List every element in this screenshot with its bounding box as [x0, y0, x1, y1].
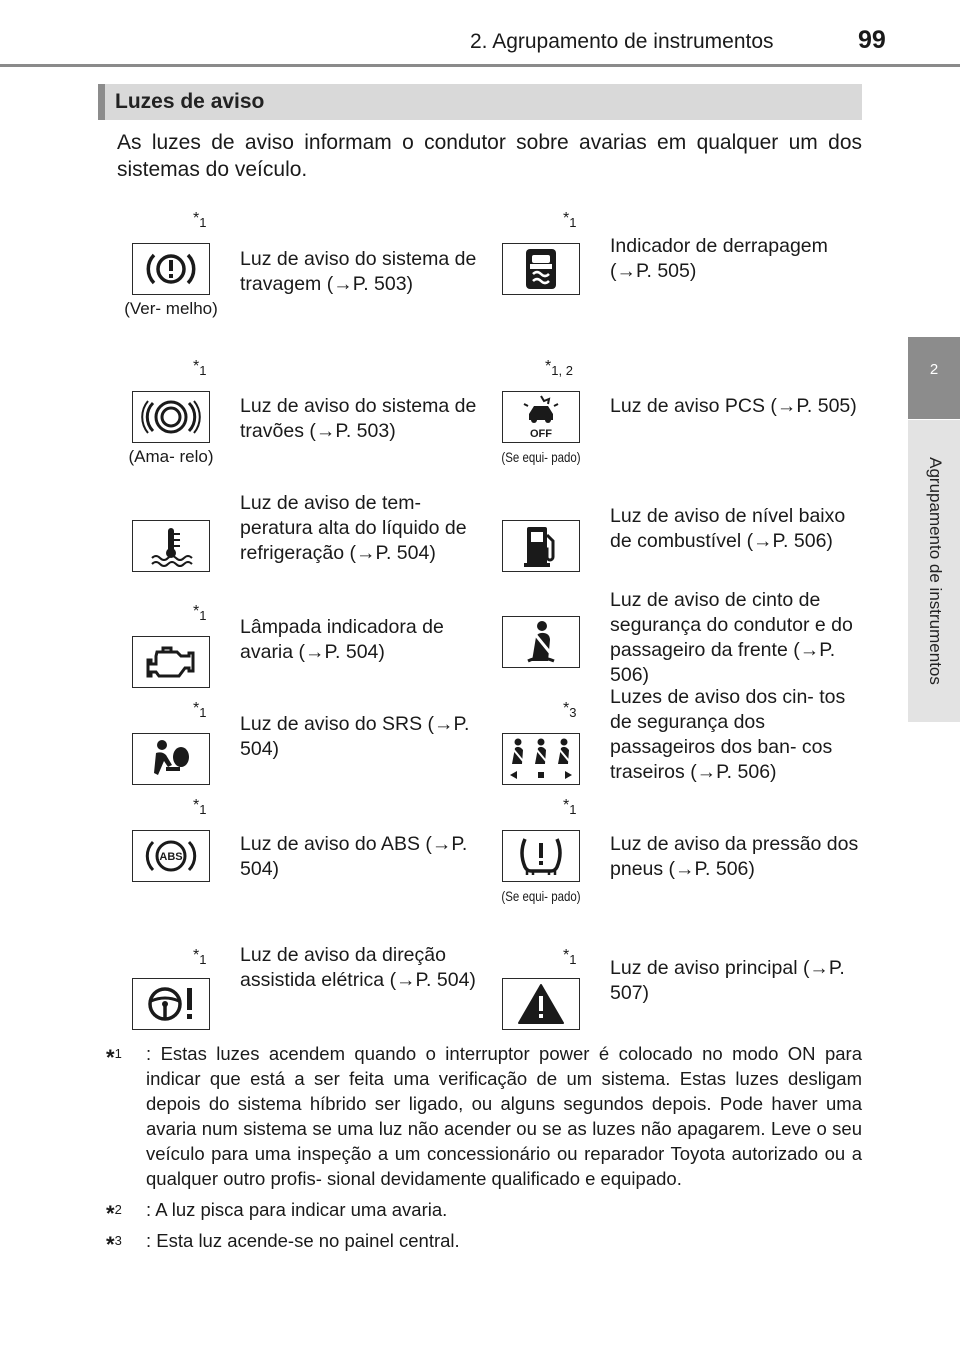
footnote-text: : Estas luzes acendem quando o interruptor power é colocado no modo ON para indicar que está a ser feita uma verificação de um sistema. Estas luzes desligam depois do sistema híbrido ser ligado, ou alguns segundos depois. Pode haver uma avaria num sistema se uma luz não acender ou se as luzes não apagarem. Leve o seu veículo para uma inspeção a um concessionário ou reparador Toyota autorizado ou a qualquer outro profis- sional devidamente qualificado e equipado.: [146, 1043, 862, 1189]
footnote: [106, 1228, 862, 1258]
master-warning-icon: [516, 982, 566, 1026]
light-description: Luz de aviso do sistema de travagem (→P. 503): [240, 248, 477, 295]
tire-pressure-light: [502, 830, 580, 882]
light-description: Luz de aviso principal (→P. 507): [610, 957, 845, 1004]
footnote-marker: *$^1$: [106, 1045, 122, 1071]
light-note: (Ver- melho): [124, 299, 218, 318]
slip-indicator-icon: [521, 247, 561, 291]
light-description: Luzes de aviso dos cin- tos de segurança dos passageiros dos ban- cos traseiros (→P. 506): [610, 686, 846, 783]
light-marker: *$^1$: [193, 603, 207, 623]
light-description: Luz de aviso de cinto de segurança do condutor e do passageiro da frente (→P. 506): [610, 589, 853, 686]
intro-paragraph: As luzes de aviso informam o condutor sobre avarias em qualquer um dos sistemas do veículo.: [117, 131, 862, 181]
tire-pressure-icon: [511, 833, 571, 879]
seatbelt-icon: [518, 619, 564, 665]
light-marker: *$^{1, 2}$: [545, 358, 573, 378]
footnote-marker: *$^3$: [106, 1232, 122, 1258]
light-description: Luz de aviso de nível baixo de combustível (→P. 506): [610, 505, 846, 552]
light-description: Lâmpada indicadora de avaria (→P. 504): [240, 616, 444, 663]
footnote-marker: *$^2$: [106, 1201, 122, 1227]
light-marker: *$^1$: [193, 210, 207, 230]
master-warning-light: [502, 978, 580, 1030]
light-marker: *$^1$: [563, 947, 577, 967]
light-description: Luz de aviso de tem- peratura alta do líquido de refrigeração (→P. 504): [240, 492, 467, 564]
slip-indicator-light: [502, 243, 580, 295]
light-marker: *$^1$: [193, 797, 207, 817]
light-description: Luz de aviso do SRS (→P. 504): [240, 713, 470, 760]
light-description: Luz de aviso do sistema de travões (→P. 503): [240, 395, 477, 442]
footnotes: [106, 1041, 862, 1258]
footnote: [106, 1041, 862, 1191]
light-marker: *$^1$: [563, 210, 577, 230]
coolant-temperature-icon: [146, 524, 196, 568]
light-marker: *$^3$: [563, 700, 577, 720]
srs-airbag-icon: [148, 737, 194, 781]
footnote: [106, 1197, 862, 1227]
engine-check-light: [132, 636, 210, 688]
section-bar-accent: [98, 84, 105, 120]
light-note: (Se equi- pado): [501, 888, 581, 904]
brake-warning-icon: [141, 248, 201, 290]
light-description: Luz de aviso do ABS (→P. 504): [240, 833, 468, 880]
section-title: Luzes de aviso: [115, 90, 265, 113]
light-note: (Se equi- pado): [501, 449, 581, 465]
section-bar: [98, 84, 862, 120]
pcs-off-light: [502, 391, 580, 443]
rear-seatbelts-light: [502, 733, 580, 785]
pcs-off-icon: [516, 394, 566, 440]
fuel-light: [502, 520, 580, 572]
brake-amber-light: [132, 391, 210, 443]
light-note: (Ama- relo): [128, 447, 214, 466]
light-marker: *$^1$: [193, 947, 207, 967]
abs-text: ABS: [159, 851, 183, 863]
side-tab: [908, 420, 960, 722]
seatbelt-light: [502, 616, 580, 668]
light-description: Indicador de derrapagem (→P. 505): [610, 235, 828, 282]
header-title: 2. Agrupamento de instrumentos: [470, 30, 774, 53]
page-number: 99: [858, 26, 886, 54]
srs-airbag-light: [132, 733, 210, 785]
light-marker: *$^1$: [193, 700, 207, 720]
side-tab-label: Agrupamento de instrumentos: [926, 457, 945, 685]
light-description: Luz de aviso PCS (→P. 505): [610, 395, 857, 417]
light-marker: *$^1$: [563, 797, 577, 817]
pcs-off-text: OFF: [530, 428, 552, 440]
engine-check-icon: [143, 642, 199, 682]
light-description: Luz de aviso da direção assistida elétrica (→P. 504): [240, 944, 476, 991]
abs-light: [132, 830, 210, 882]
abs-icon: [141, 834, 201, 878]
side-tab-number: 2: [908, 337, 960, 419]
power-steering-light: [132, 978, 210, 1030]
light-marker: *$^1$: [193, 358, 207, 378]
footnote-text: : Esta luz acende-se no painel central.: [146, 1230, 460, 1251]
brake-amber-icon: [141, 395, 201, 439]
header-rule: [0, 64, 960, 67]
footnote-text: : A luz pisca para indicar uma avaria.: [146, 1199, 448, 1220]
rear-seatbelts-icon: [504, 736, 578, 782]
fuel-pump-icon: [521, 523, 561, 569]
power-steering-icon: [141, 982, 201, 1026]
coolant-temperature-light: [132, 520, 210, 572]
brake-warning-light: [132, 243, 210, 295]
light-description: Luz de aviso da pressão dos pneus (→P. 506): [610, 833, 859, 880]
